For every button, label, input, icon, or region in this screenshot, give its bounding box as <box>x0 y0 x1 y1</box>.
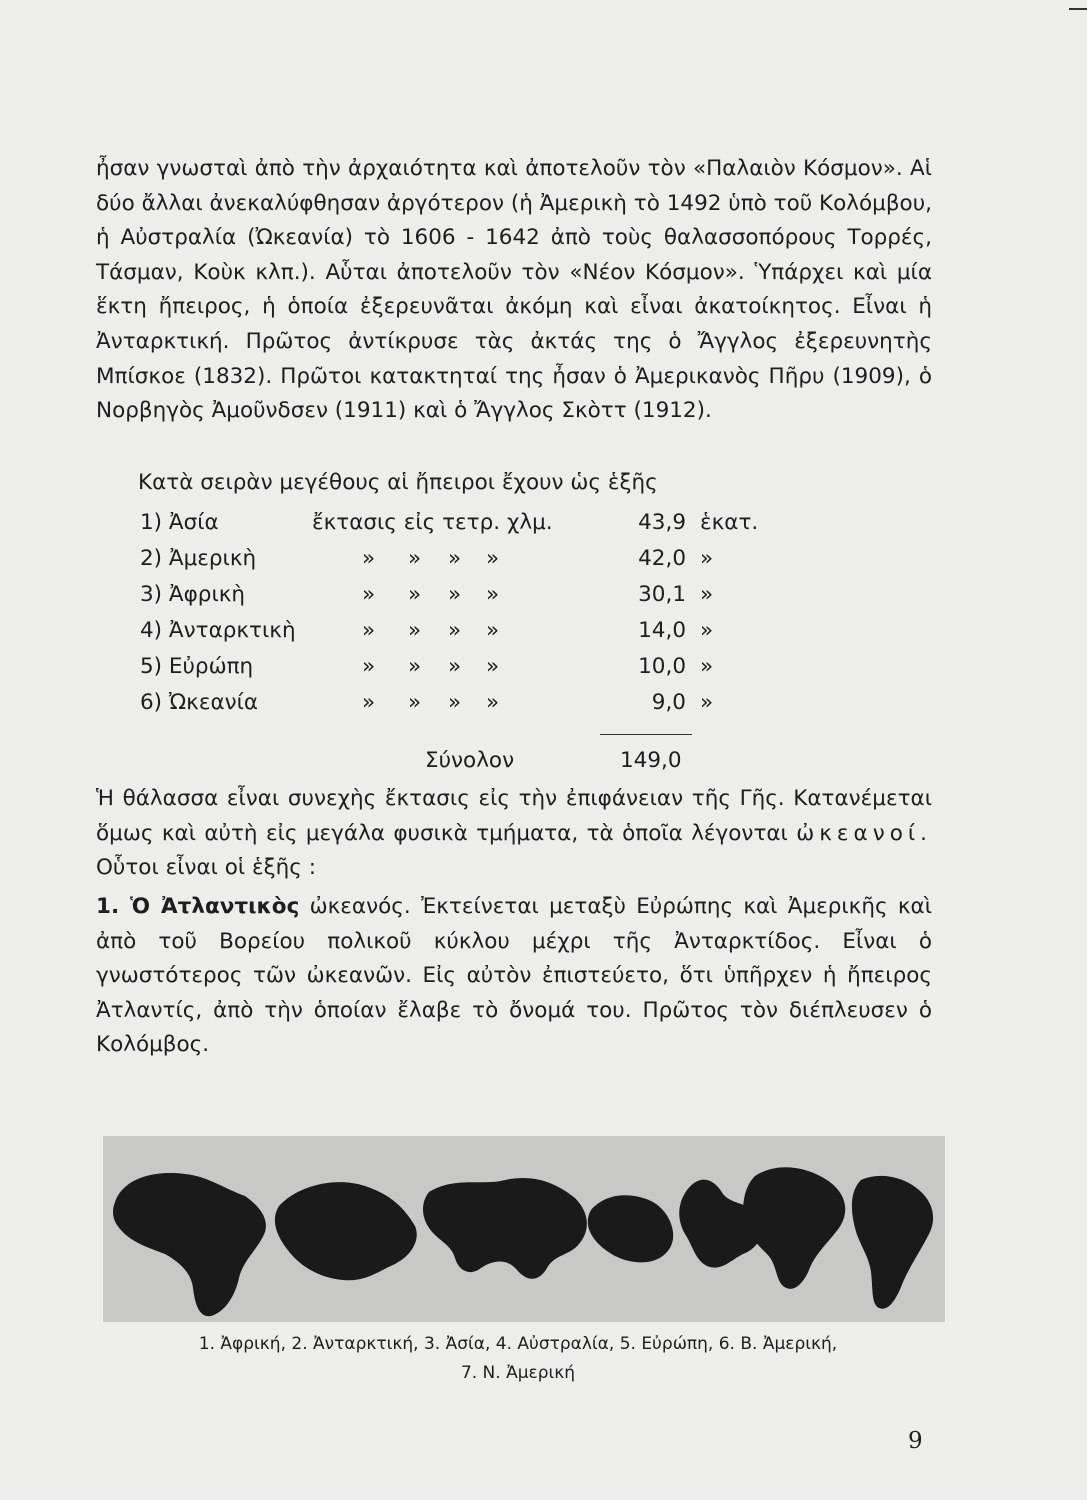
ditto-mark: » <box>448 618 462 643</box>
ditto-mark: » <box>362 654 376 679</box>
ditto-mark: » <box>362 690 376 715</box>
table-row <box>140 506 780 540</box>
continent-name: 4) Ἀνταρκτικὴ <box>140 618 296 643</box>
ditto-mark: » <box>448 654 462 679</box>
ditto-mark: » <box>700 618 714 643</box>
table-row <box>140 650 780 684</box>
ditto-mark: » <box>700 690 714 715</box>
table-intro: Κατὰ σειρὰν μεγέθους αἱ ἤπειροι ἔχουν ὡς ἑξῆς <box>138 470 658 495</box>
ditto-mark: » <box>408 690 422 715</box>
area-value: 9,0 <box>651 690 686 715</box>
paragraph-continents-history: ἦσαν γνωσταὶ ἀπὸ τὴν ἀρχαιότητα καὶ ἀποτελοῦν τὸν «Παλαιὸν Κόσμον». Αἱ δύο ἄλλαι ἀνεκαλύφθησαν ἀργότερον (ἡ Ἀμερικὴ τὸ 1492 ὑπὸ τοῦ Κολόμβου, ἡ Αὐστραλία (Ὠκεανία) τὸ 1606 - 1642 ἀπὸ τοὺς θαλασσοπόρους Τορρές, Τάσμαν, Κοὺκ κλπ.). Αὗται ἀποτελοῦν τὸν «Νέον Κόσμον». Ὑπάρχει καὶ μία ἕκτη ἤπειρος, ἡ ὁποία ἐξερευνᾶται ἀκόμη καὶ εἶναι ἀκατοίκητος. Εἶναι ἡ Ἀνταρκτική. Πρῶτος ἀντίκρυσε τὰς ἀκτάς της ὁ Ἄγγλος ἐξερευνητὴς Μπίσκοε (1832). Πρῶτοι κατακτηταί της ἦσαν ὁ Ἀμερικανὸς Πῆρυ (1909), ὁ Νορβηγὸς Ἀμοῦνδσεν (1911) καὶ ὁ Ἄγγλος Σκὸττ (1912). <box>96 156 932 424</box>
ditto-mark: » <box>486 618 500 643</box>
continents-comparison-figure <box>103 1136 945 1322</box>
continents-silhouettes <box>103 1136 945 1322</box>
ditto-mark: » <box>486 690 500 715</box>
ditto-mark: » <box>362 546 376 571</box>
table-row <box>140 614 780 648</box>
antarctica-silhouette <box>275 1182 417 1280</box>
area-value: 10,0 <box>638 654 686 679</box>
ditto-mark: » <box>700 546 714 571</box>
atlantic-text: ὠκεανός. Ἐκτείνεται μεταξὺ Εὐρώπης καὶ Ἀμερικῆς καὶ ἀπὸ τοῦ Βορείου πολικοῦ κύκλου μέχρι τῆς Ἀνταρκτίδος. Εἶναι ὁ γνωστότερος τῶν ὠκεανῶν. Εἰς αὐτὸν ἐπιστεύετο, ὅτι ὑπῆρχεν ἡ ἤπειρος Ἀτλαντίς, ἀπὸ τὴν ὁποίαν ἔλαβε τὸ ὄνομά του. Πρῶτος τὸν διέπλευσεν ὁ Κολόμβος. <box>96 894 932 1058</box>
figure-caption <box>88 1330 948 1388</box>
area-value: 14,0 <box>638 618 686 643</box>
ditto-mark: » <box>448 690 462 715</box>
area-value: 42,0 <box>638 546 686 571</box>
paragraph-oceans <box>96 782 932 886</box>
paragraph-oceans-tail: Οὗτοι εἶναι οἱ ἑξῆς : <box>96 855 316 881</box>
south-america-silhouette <box>852 1176 933 1309</box>
ditto-mark: » <box>408 546 422 571</box>
table-row <box>140 686 780 720</box>
table-row <box>140 542 780 576</box>
north-america-silhouette <box>743 1167 845 1289</box>
paragraph-atlantic <box>96 890 932 1063</box>
oceans-term: ὠκεανοί. <box>796 820 932 846</box>
total-label: Σύνολον <box>425 748 515 773</box>
ditto-mark: » <box>700 654 714 679</box>
africa-silhouette <box>113 1173 266 1316</box>
ditto-mark: » <box>486 654 500 679</box>
ditto-mark: » <box>362 618 376 643</box>
ditto-mark: » <box>408 618 422 643</box>
sum-rule <box>600 734 692 735</box>
continent-name: 6) Ὠκεανία <box>140 690 259 715</box>
area-value: 43,9 <box>638 510 686 535</box>
ditto-mark: » <box>408 654 422 679</box>
ditto-mark: » <box>486 582 500 607</box>
paragraph-oceans-text: Ἡ θάλασσα εἶναι συνεχὴς ἔκτασις εἰς τὴν ἐπιφάνειαν τῆς Γῆς. Κατανέμεται ὅμως καὶ αὐτὴ εἰς μεγάλα φυσικὰ τμήματα, τὰ ὁποῖα λέγονται <box>96 786 932 846</box>
ditto-mark: » <box>362 582 376 607</box>
figure-caption-line-2: 7. Ν. Ἀμερική <box>460 1363 576 1383</box>
continent-name: 2) Ἀμερικὴ <box>140 546 257 571</box>
figure-caption-line-1: 1. Ἀφρική, 2. Ἀνταρκτική, 3. Ἀσία, 4. Αὐστραλία, 5. Εὐρώπη, 6. Β. Ἀμερική, <box>198 1334 838 1354</box>
ditto-mark: » <box>486 546 500 571</box>
asia-silhouette <box>423 1178 587 1279</box>
page-edge-mark <box>1069 8 1087 10</box>
atlantic-heading: 1. Ὁ Ἀτλαντικὸς <box>96 894 300 919</box>
continent-name: 5) Εὐρώπη <box>140 654 254 679</box>
australia-silhouette <box>588 1195 673 1262</box>
continent-name: 3) Ἀφρικὴ <box>140 582 246 607</box>
ditto-mark: » <box>700 582 714 607</box>
ditto-mark: » <box>408 582 422 607</box>
ditto-mark: » <box>448 546 462 571</box>
continent-name: 1) Ἀσία <box>140 510 219 535</box>
page-number: 9 <box>908 1428 923 1454</box>
unit-label: ἑκατ. <box>700 510 759 535</box>
area-label: ἔκτασις εἰς τετρ. χλμ. <box>312 510 553 535</box>
total-value: 149,0 <box>620 748 682 773</box>
ditto-mark: » <box>448 582 462 607</box>
area-value: 30,1 <box>638 582 686 607</box>
table-row <box>140 578 780 612</box>
